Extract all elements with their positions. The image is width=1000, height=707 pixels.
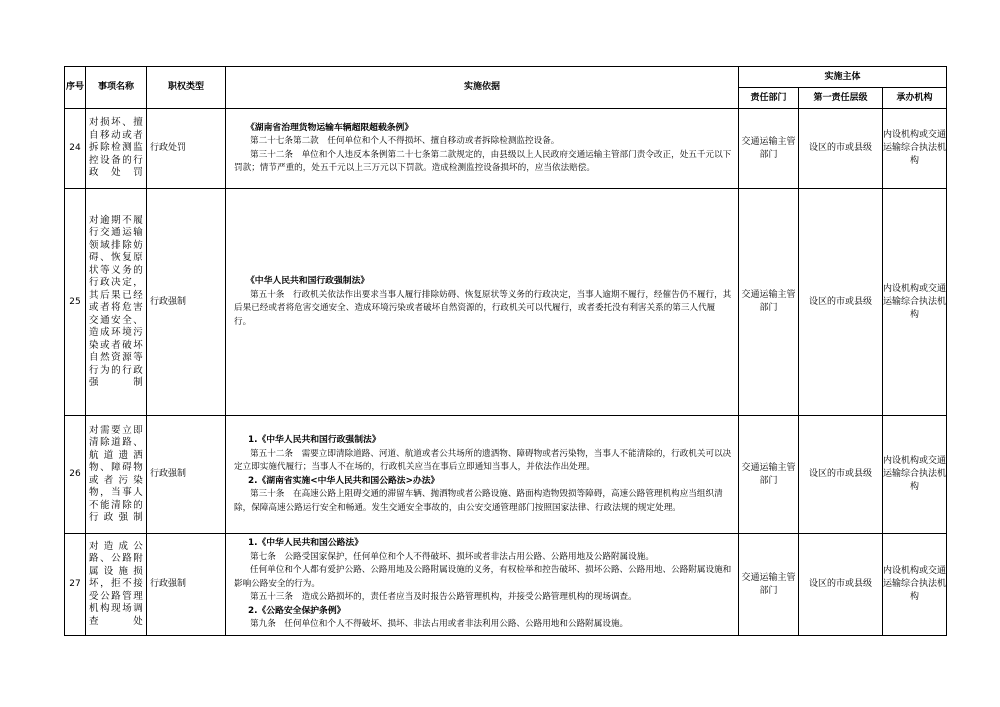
- header-subject: 实施主体: [739, 67, 947, 88]
- basis-paragraph: 第三十条 在高速公路上阻碍交通的滞留车辆、抛洒物或者公路设施、路面构造物毁损等障碍，高速公路管理机构应当组织清除，保障高速公路运行安全和畅通。发生交通安全事故的，由公安交通管理部门按照国家法律、行政法规的规定处理。: [234, 489, 723, 513]
- row-agency: 内设机构或交通运输综合执法机构: [883, 416, 947, 534]
- header-seq: 序号: [65, 67, 86, 109]
- row-first-level: 设区的市或县级: [799, 109, 883, 189]
- basis-paragraph: 第九条 任何单位和个人不得破坏、损坏、非法占用或者非法利用公路、公路用地和公路附属设施。: [250, 619, 629, 630]
- basis-law-title: 1.《中华人民共和国公路法》: [248, 538, 364, 549]
- row-resp-dept: 交通运输主管部门: [739, 416, 799, 534]
- row-power-type: 行政强制: [147, 416, 226, 534]
- table-row: [65, 189, 947, 416]
- row-seq: 26: [65, 416, 86, 534]
- basis-law-title: 《湖南省治理货物运输车辆超限超载条例》: [246, 122, 414, 133]
- row-basis: [226, 189, 739, 416]
- header-basis: 实施依据: [226, 67, 739, 109]
- header-resp-dept: 责任部门: [739, 88, 799, 109]
- basis-paragraph: 第五十三条 造成公路损坏的，责任者应当及时报告公路管理机构，并接受公路管理机构的现场调查。: [250, 592, 637, 603]
- header-row-1: [65, 67, 947, 88]
- header-item-name: 事项名称: [86, 67, 147, 109]
- basis-paragraph: 第七条 公路受国家保护，任何单位和个人不得破坏、损坏或者非法占用公路、公路用地及公路附属设施。: [250, 551, 654, 562]
- row-item-name: 对逾期不履行交通运输领域排除妨碍、恢复原状等义务的行政决定，其后果已经或者将危害交通安全、造成环境污染或者破坏自然资源等行为的行政强制: [86, 189, 147, 416]
- row-basis: [226, 416, 739, 534]
- row-agency: 内设机构或交通运输综合执法机构: [883, 189, 947, 416]
- basis-law-title: 2.《湖南省实施<中华人民共和国公路法>办法》: [248, 475, 440, 486]
- basis-law-title: 1.《中华人民共和国行政强制法》: [248, 435, 381, 445]
- basis-paragraph: 第五十条 行政机关依法作出要求当事人履行排除妨碍、恢复原状等义务的行政决定，当事人逾期不履行，经催告仍不履行，其后果已经或者将危害交通安全、造成环境污染或者破坏自然资源的，行政机关可以代履行，或者委托没有利害关系的第三人代履行。: [234, 289, 732, 327]
- basis-paragraph: 第五十二条 需要立即清除道路、河道、航道或者公共场所的遗洒物、障碍物或者污染物，当事人不能清除的，行政机关可以决定立即实施代履行；当事人不在场的，行政机关应当在事后立即通知当事人，并依法作出处理。: [234, 448, 732, 472]
- row-seq: 27: [65, 534, 86, 636]
- row-item-name: 对需要立即清除道路、航道遗洒物、障碍物或者污染物，当事人不能清除的行政强制: [86, 416, 147, 534]
- basis-law-title: 《中华人民共和国行政强制法》: [246, 276, 370, 286]
- row-seq: 24: [65, 109, 86, 189]
- row-power-type: 行政强制: [147, 534, 226, 636]
- row-resp-dept: 交通运输主管部门: [739, 189, 799, 416]
- row-first-level: 设区的市或县级: [799, 416, 883, 534]
- row-power-type: 行政处罚: [147, 109, 226, 189]
- row-first-level: 设区的市或县级: [799, 189, 883, 416]
- row-resp-dept: 交通运输主管部门: [739, 534, 799, 636]
- row-agency: 内设机构或交通运输综合执法机构: [883, 534, 947, 636]
- table-row: [65, 416, 947, 534]
- header-power-type: 职权类型: [147, 67, 226, 109]
- power-list-table: [64, 66, 947, 636]
- row-seq: 25: [65, 189, 86, 416]
- table-row: [65, 109, 947, 189]
- header-agency: 承办机构: [883, 88, 947, 109]
- row-power-type: 行政强制: [147, 189, 226, 416]
- basis-paragraph: 第三十二条 单位和个人违反本条例第二十七条第二款规定的，由县级以上人民政府交通运输主管部门责令改正，处五千元以下罚款；情节严重的，处五千元以上三万元以下罚款。造成检测监控设备损坏的，应当依法赔偿。: [234, 149, 732, 173]
- row-item-name: 对损坏、擅自移动或者拆除检测监控设备的行政处罚: [86, 109, 147, 189]
- row-resp-dept: 交通运输主管部门: [739, 109, 799, 189]
- basis-paragraph: 第二十七条第二款 任何单位和个人不得损坏、擅自移动或者拆除检测监控设备。: [250, 136, 560, 146]
- row-basis: [226, 109, 739, 189]
- row-item-name: 对造成公路、公路附属设施损坏，拒不接受公路管理机构现场调查处: [86, 534, 147, 636]
- basis-law-title: 2.《公路安全保护条例》: [248, 605, 346, 616]
- basis-paragraph: 任何单位和个人都有爱护公路、公路用地及公路附属设施的义务，有权检举和控告破坏、损坏公路、公路用地、公路附属设施和影响公路安全的行为。: [234, 565, 732, 589]
- table-row: [65, 534, 947, 636]
- header-first-level: 第一责任层级: [799, 88, 883, 109]
- row-basis: [226, 534, 739, 636]
- row-agency: 内设机构或交通运输综合执法机构: [883, 109, 947, 189]
- row-first-level: 设区的市或县级: [799, 534, 883, 636]
